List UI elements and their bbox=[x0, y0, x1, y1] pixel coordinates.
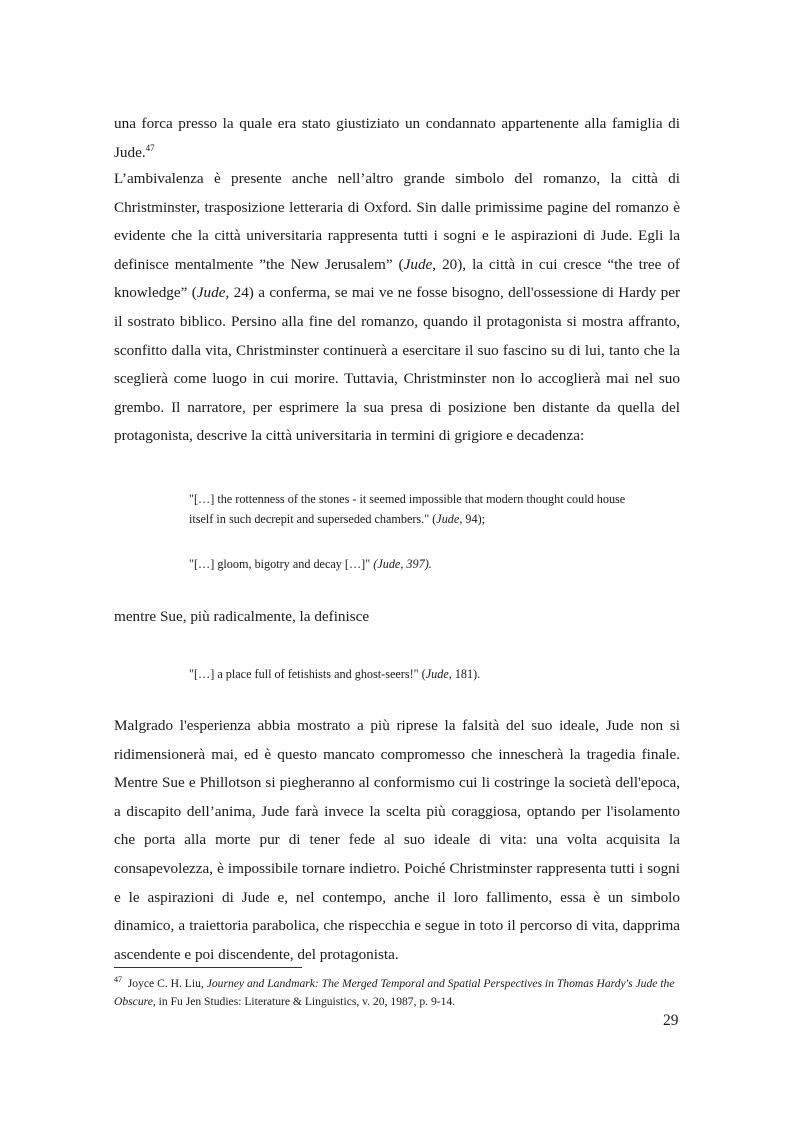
paragraph-2-text-b: , 20), la città in cui cresce “the tree of knowledge” ( bbox=[114, 255, 680, 302]
citation-title: Jude bbox=[436, 512, 460, 526]
footnote-author: Joyce C. H. Liu, bbox=[127, 977, 207, 990]
quote-2-citation: (Jude, 397). bbox=[373, 557, 432, 571]
quote-2-text: "[…] gloom, bigotry and decay […]" bbox=[189, 557, 374, 571]
block-quote-2 bbox=[189, 554, 649, 574]
footnote-separator bbox=[114, 967, 302, 968]
citation-title: Jude bbox=[403, 255, 433, 273]
paragraph-2-text-c: , 24) a conferma, se mai ve ne fosse bisogno, dell'ossessione di Hardy per il sostrato biblico. Persino alla fine del romanzo, quando il protagonista si mostra affranto, sconfitto dalla vita, Christminster continuerà a esercitare il suo fascino su di lui, tanto che la sceglierà come luogo in cui morire. Tuttavia, Christminster non lo accoglierà mai nel suo grembo. Il narratore, per esprimere la sua presa di posizione ben distante da quella del protagonista, descrive la città universitaria in termini di grigiore e decadenza: bbox=[114, 284, 680, 445]
quote-3-citation: , 181). bbox=[448, 667, 481, 681]
block-quote-3 bbox=[189, 664, 649, 684]
citation-title: Jude bbox=[425, 667, 449, 681]
paragraph-3-text: mentre Sue, più radicalmente, la definisce bbox=[114, 608, 370, 625]
footnote bbox=[114, 975, 680, 1011]
paragraph-1-text: una forca presso la quale era stato giustiziato un condannato appartenente alla famiglia di Jude. bbox=[114, 115, 680, 161]
paragraph-4 bbox=[114, 712, 680, 969]
paragraph-4-text: Malgrado l'esperienza abbia mostrato a più riprese la falsità del suo ideale, Jude non si ridimensionerà mai, ed è questo mancato compromesso che innescherà la tragedia finale. Mentre Sue e Phillotson si piegheranno al conformismo cui li costringe la società dell'epoca, a discapito dell’anima, Jude farà invece la scelta più coraggiosa, optando per l'isolamento che porta alla morte pur di tener fede al suo ideale di vita: una volta acquisita la consapevolezza, è impossibile tornare indietro. Poiché Christminster rappresenta tutti i sogni e le aspirazioni di Jude e, nel contempo, anche il loro fallimento, essa è un simbolo dinamico, a traiettoria parabolica, che rispecchia e segue in toto il percorso di vita, dapprima ascendente e poi discendente, del protagonista. bbox=[114, 717, 680, 963]
page-number: 29 bbox=[663, 1012, 679, 1029]
citation-title: Jude bbox=[196, 284, 226, 302]
paragraph-2-text-a: L’ambivalenza è presente anche nell’altro grande simbolo del romanzo, la città di Christminster, trasposizione letteraria di Oxford. Sin dalle primissime pagine del romanzo è evidente che la città universitaria rappresenta tutti i sogni e le aspirazioni di Jude. Egli la definisce mentalmente ”the New Jerusalem” ( bbox=[114, 170, 680, 273]
footnote-title: Journey and Landmark: The Merged Temporal and Spatial Perspectives in Thomas Hardy's Jude the Obscure, bbox=[114, 977, 675, 1008]
paragraph-2 bbox=[114, 165, 680, 451]
quote-1-text: "[…] the rottenness of the stones - it seemed impossible that modern thought could house itself in such decrepit and superseded chambers." ( bbox=[189, 492, 626, 526]
quote-3-text: "[…] a place full of fetishists and ghost-seers!" ( bbox=[189, 667, 426, 681]
footnote-ref[interactable]: 47 bbox=[145, 142, 155, 153]
paragraph-1 bbox=[114, 110, 680, 167]
footnote-number: 47 bbox=[114, 975, 122, 985]
quote-1-citation: , 94); bbox=[459, 512, 486, 526]
footnote-source: in Fu Jen Studies: Literature & Linguistics, v. 20, 1987, p. 9-14. bbox=[155, 995, 456, 1008]
paragraph-3 bbox=[114, 603, 680, 632]
block-quote-1 bbox=[189, 489, 649, 529]
